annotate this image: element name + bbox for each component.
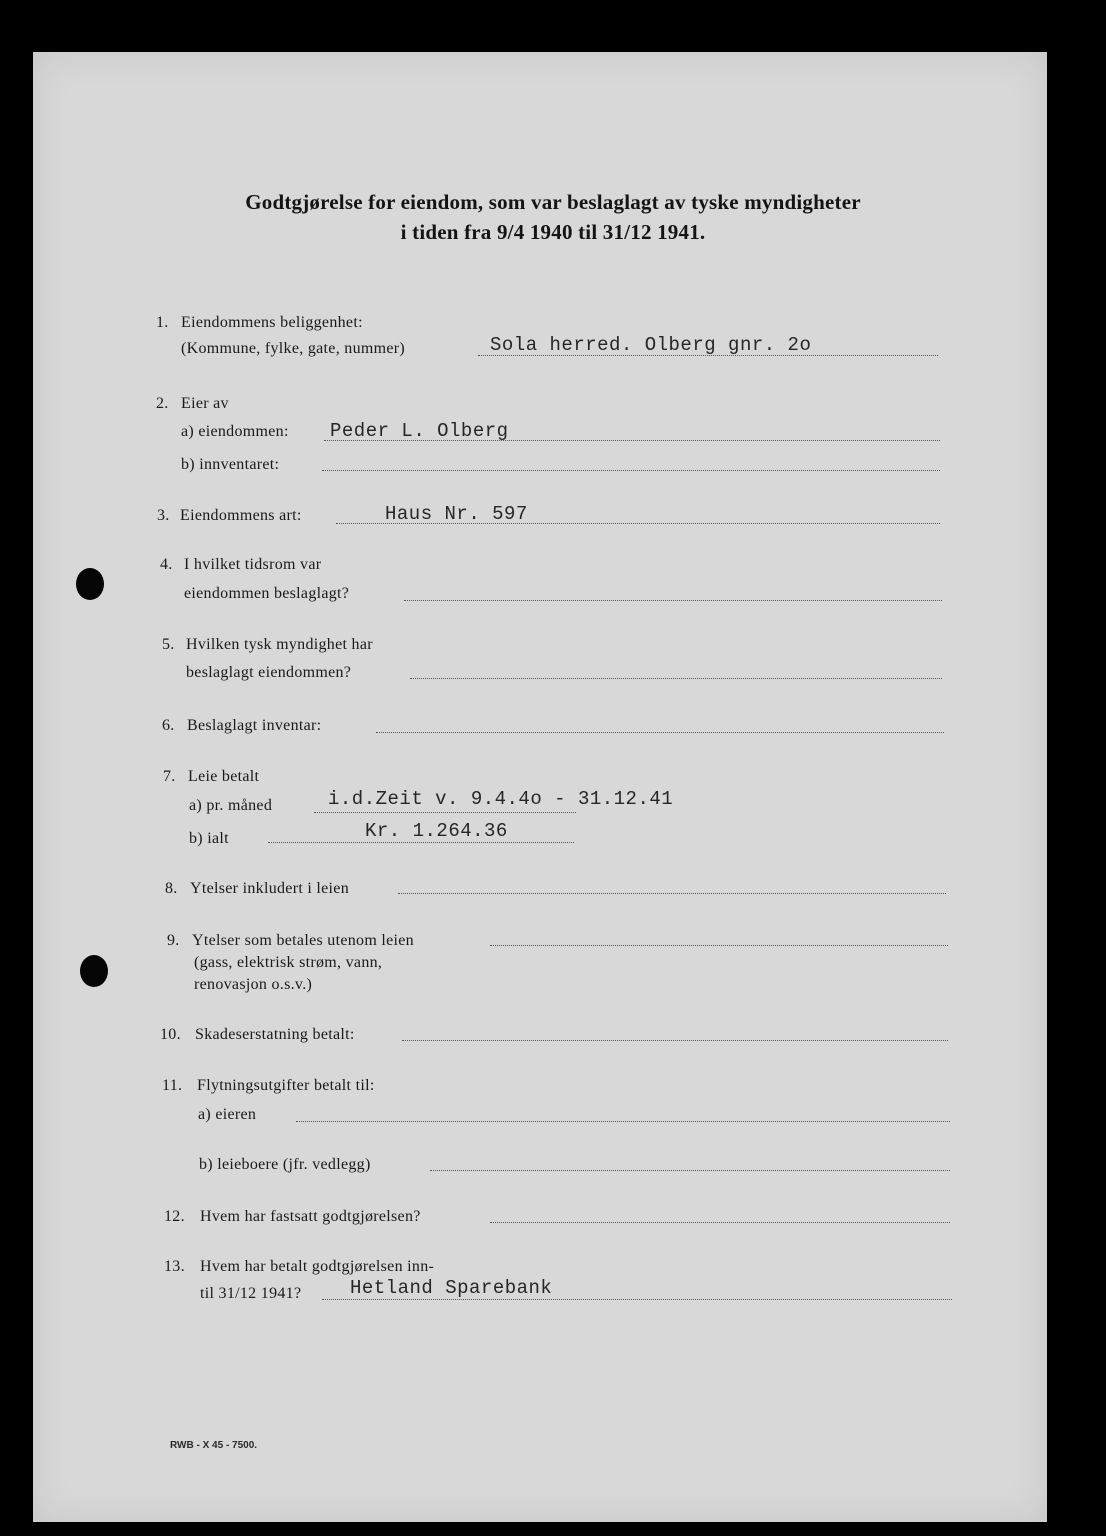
q10-answer-line — [402, 1040, 948, 1041]
q2b-answer-line — [322, 470, 940, 471]
q3-number: 3. — [157, 507, 170, 524]
q9-number: 9. — [167, 932, 180, 949]
q2-label: Eier av — [181, 395, 229, 412]
q2-number: 2. — [156, 395, 169, 412]
q12-label: Hvem har fastsatt godtgjørelsen? — [200, 1208, 421, 1225]
q11a-answer-line — [296, 1121, 950, 1122]
q4-sublabel: eiendommen beslaglagt? — [184, 585, 350, 602]
q12-answer-line — [490, 1222, 950, 1223]
q11-label: Flytningsutgifter betalt til: — [197, 1077, 375, 1094]
q1-label: Eiendommens beliggenhet: — [181, 314, 363, 331]
q11-number: 11. — [162, 1077, 183, 1094]
q13-answer: Hetland Sparebank — [350, 1277, 553, 1299]
q7b-answer-line — [268, 842, 574, 843]
q6-answer-line — [376, 732, 944, 733]
q11b-label: b) leieboere (jfr. vedlegg) — [199, 1156, 371, 1173]
q13-label: Hvem har betalt godtgjørelsen inn- — [200, 1258, 435, 1275]
q8-label: Ytelser inkludert i leien — [190, 880, 350, 897]
q6-label: Beslaglagt inventar: — [187, 717, 322, 734]
q4-answer-line — [404, 600, 942, 601]
q7a-label: a) pr. måned — [189, 797, 273, 814]
q6-number: 6. — [162, 717, 175, 734]
q13-answer-line — [322, 1299, 952, 1300]
q8-answer-line — [398, 893, 946, 894]
q9-sublabel-1: (gass, elektrisk strøm, vann, — [194, 954, 383, 971]
form-paper — [33, 52, 1047, 1522]
q10-label: Skadeserstatning betalt: — [195, 1026, 355, 1043]
q11a-label: a) eieren — [198, 1106, 257, 1123]
q2a-label: a) eiendommen: — [181, 423, 289, 440]
q13-number: 13. — [164, 1258, 185, 1275]
q3-label: Eiendommens art: — [180, 507, 302, 524]
punch-hole-top — [76, 568, 104, 600]
q7-number: 7. — [163, 768, 176, 785]
punch-hole-bottom — [80, 955, 108, 987]
q7a-answer: i.d.Zeit v. 9.4.4o - 31.12.41 — [328, 788, 674, 810]
q3-answer: Haus Nr. 597 — [385, 503, 528, 525]
q8-number: 8. — [165, 880, 178, 897]
q2a-answer: Peder L. Olberg — [330, 420, 509, 442]
q5-answer-line — [410, 678, 942, 679]
q7b-label: b) ialt — [189, 830, 229, 847]
q7b-answer: Kr. 1.264.36 — [365, 820, 508, 842]
q9-answer-line — [490, 945, 948, 946]
form-title-line2: i tiden fra 9/4 1940 til 31/12 1941. — [400, 220, 706, 244]
q11b-answer-line — [430, 1170, 950, 1171]
q2b-label: b) innventaret: — [181, 456, 280, 473]
q5-label: Hvilken tysk myndighet har — [186, 636, 373, 653]
q1-answer: Sola herred. Olberg gnr. 2o — [490, 334, 812, 356]
q7a-answer-line — [314, 812, 576, 813]
q4-label: I hvilket tidsrom var — [184, 556, 322, 573]
q9-sublabel-2: renovasjon o.s.v.) — [194, 976, 313, 993]
form-title-line1: Godtgjørelse for eiendom, som var beslaglagt av tyske myndigheter — [245, 190, 861, 214]
q5-number: 5. — [162, 636, 175, 653]
q7-label: Leie betalt — [188, 768, 260, 785]
q1-number: 1. — [156, 314, 169, 331]
q9-label: Ytelser som betales utenom leien — [192, 932, 414, 949]
printer-mark: RWB - X 45 - 7500. — [170, 1440, 258, 1451]
q12-number: 12. — [164, 1208, 185, 1225]
q5-sublabel: beslaglagt eiendommen? — [186, 664, 352, 681]
q13-sublabel: til 31/12 1941? — [200, 1285, 302, 1302]
q10-number: 10. — [160, 1026, 181, 1043]
q4-number: 4. — [160, 556, 173, 573]
q1-sublabel: (Kommune, fylke, gate, nummer) — [181, 340, 406, 357]
